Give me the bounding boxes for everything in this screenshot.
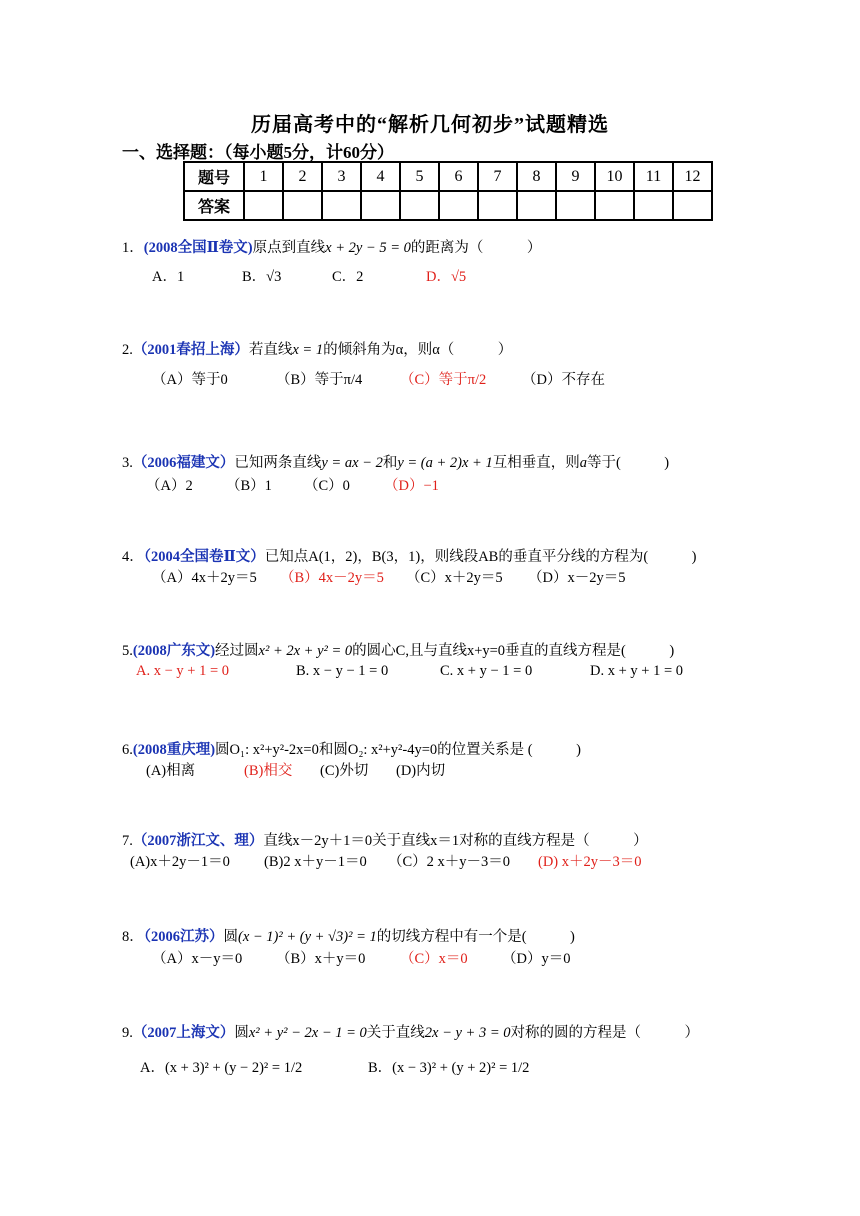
answer-cell[interactable] xyxy=(673,191,712,220)
answer-cell[interactable] xyxy=(322,191,361,220)
option-b[interactable]: (B)2 x＋y－1＝0 xyxy=(264,854,367,870)
question-text: 的距离为（ ） xyxy=(410,240,542,256)
answer-cell[interactable] xyxy=(595,191,634,220)
option-a[interactable]: （A）等于0 xyxy=(152,372,228,388)
option-c[interactable]: （C）2 x＋y－3＝0 xyxy=(388,854,511,870)
option-c[interactable]: C．2 xyxy=(332,269,364,285)
option-a[interactable]: A．1 xyxy=(152,269,185,285)
option-a[interactable]: （A）2 xyxy=(146,478,193,494)
answer-table-number: 8 xyxy=(517,162,556,191)
math-expression: y = ax − 2 xyxy=(321,455,383,471)
answer-cell[interactable] xyxy=(517,191,556,220)
question-text: 的圆心C,且与直线x+y=0垂直的直线方程是( ) xyxy=(352,643,675,659)
options-4 xyxy=(152,566,625,587)
question-source: （2001春招上海） xyxy=(132,342,249,358)
question-text: 已知点A(1，2)，B(3，1)，则线段AB的垂直平分线的方程为( ) xyxy=(264,549,697,565)
options-8 xyxy=(152,947,570,968)
question-text: 圆 xyxy=(223,929,238,945)
options-5 xyxy=(136,663,683,680)
question-source: （2006福建文） xyxy=(132,455,235,471)
answer-table-number: 7 xyxy=(478,162,517,191)
answer-cell[interactable] xyxy=(400,191,439,220)
question-7 xyxy=(122,829,648,850)
math-expression: x² + y² − 2x − 1 = 0 xyxy=(248,1025,367,1041)
question-number: 3. xyxy=(122,455,133,471)
question-5 xyxy=(122,639,674,660)
answer-table-row-label: 题号 xyxy=(184,162,244,191)
question-number: 2. xyxy=(122,342,133,358)
options-3 xyxy=(146,474,439,495)
question-source: （2007上海文） xyxy=(132,1025,235,1041)
question-number: 7. xyxy=(122,833,133,849)
answer-table-answer-row xyxy=(184,191,712,220)
option-d[interactable]: （D）不存在 xyxy=(522,372,605,388)
answer-table-number: 4 xyxy=(361,162,400,191)
question-source: （2004全国卷Ⅱ文） xyxy=(143,549,265,565)
question-text: 已知两条直线 xyxy=(234,455,322,471)
answer-table-number: 6 xyxy=(439,162,478,191)
option-b[interactable]: （B）x＋y＝0 xyxy=(276,951,366,967)
question-text: 等于( ) xyxy=(586,455,670,471)
answer-cell[interactable] xyxy=(439,191,478,220)
section-heading: 一、选择题：（每小题5分，计60分） xyxy=(122,143,394,162)
option-b[interactable]: B．√3 xyxy=(242,269,282,285)
question-8 xyxy=(122,925,575,946)
option-d[interactable]: D．√5 xyxy=(426,269,467,285)
answer-cell[interactable] xyxy=(361,191,400,220)
answer-cell[interactable] xyxy=(478,191,517,220)
option-a[interactable]: （A）x－y＝0 xyxy=(152,951,243,967)
math-expression: a xyxy=(579,455,587,471)
question-1 xyxy=(122,236,541,257)
answer-table-number: 5 xyxy=(400,162,439,191)
question-source: (2008广东文) xyxy=(132,643,216,659)
option-d[interactable]: （D）x－2y＝5 xyxy=(528,570,626,586)
option-a[interactable]: A. x − y + 1 = 0 xyxy=(136,663,230,679)
math-expression: x + 2y − 5 = 0 xyxy=(325,240,411,256)
option-b[interactable]: B. x − y − 1 = 0 xyxy=(296,663,389,679)
option-a[interactable]: (A)x＋2y－1＝0 xyxy=(130,854,230,870)
answer-table-row-label: 答案 xyxy=(184,191,244,220)
option-a[interactable]: A．(x + 3)² + (y − 2)² = 1/2 xyxy=(140,1060,303,1076)
option-d[interactable]: （D）y＝0 xyxy=(502,951,571,967)
question-text: 圆 xyxy=(234,1025,249,1041)
math-expression: 2x − y + 3 = 0 xyxy=(424,1025,511,1041)
answer-table-number: 12 xyxy=(673,162,712,191)
answer-cell[interactable] xyxy=(283,191,322,220)
math-expression: x² + 2x + y² = 0 xyxy=(258,643,353,659)
answer-table-number: 2 xyxy=(283,162,322,191)
question-text: 经过圆 xyxy=(215,643,259,659)
page-title: 历届高考中的“解析几何初步”试题精选 xyxy=(251,114,609,136)
answer-table-number: 11 xyxy=(634,162,673,191)
question-number: 1． xyxy=(122,240,144,256)
question-number: 9. xyxy=(122,1025,133,1041)
question-text: 的倾斜角为α，则α（ ） xyxy=(323,342,513,358)
options-1 xyxy=(152,265,466,286)
answer-table-number: 1 xyxy=(244,162,283,191)
option-c[interactable]: C. x + y − 1 = 0 xyxy=(440,663,533,679)
options-6 xyxy=(146,759,445,780)
question-number: 8． xyxy=(122,929,144,945)
question-text: 关于直线 xyxy=(366,1025,425,1041)
math-expression: (x − 1)² + (y + √3)² = 1 xyxy=(238,929,377,945)
question-text: 直线x－2y＋1＝0关于直线x＝1对称的直线方程是（ ） xyxy=(263,833,648,849)
option-c[interactable]: （C）等于π/2 xyxy=(400,372,487,388)
question-source: (2008重庆理) xyxy=(132,742,216,758)
answer-cell[interactable] xyxy=(244,191,283,220)
question-text: 互相垂直，则 xyxy=(492,455,580,471)
question-source: （2006江苏） xyxy=(143,929,224,945)
answer-table-number: 9 xyxy=(556,162,595,191)
option-d[interactable]: (D)内切 xyxy=(396,763,446,779)
option-d[interactable]: （D）−1 xyxy=(384,478,439,494)
question-text: 若直线 xyxy=(248,342,293,358)
answer-table xyxy=(183,161,713,221)
option-b[interactable]: B．(x − 3)² + (y + 2)² = 1/2 xyxy=(368,1060,530,1076)
question-source: (2008全国Ⅱ卷文) xyxy=(143,240,253,256)
option-a[interactable]: （A）4x＋2y＝5 xyxy=(152,570,257,586)
question-text: 对称的圆的方程是（ ） xyxy=(510,1025,699,1041)
question-text: 圆O₁: x²+y²-2x=0和圆O₂: x²+y²-4y=0的位置关系是 ( ) xyxy=(215,742,581,758)
math-expression: x = 1 xyxy=(292,342,324,358)
options-9 xyxy=(140,1056,529,1077)
options-7 xyxy=(130,850,642,871)
question-number: 5. xyxy=(122,643,133,659)
option-d[interactable]: (D) x＋2y－3＝0 xyxy=(538,854,642,870)
answer-cell[interactable] xyxy=(556,191,595,220)
option-a[interactable]: (A)相离 xyxy=(146,763,196,779)
option-c[interactable]: (C)外切 xyxy=(320,763,369,779)
question-text: 原点到直线 xyxy=(252,240,326,256)
option-c[interactable]: （C）x＋2y＝5 xyxy=(406,570,503,586)
question-text: 的切线方程中有一个是( ) xyxy=(376,929,575,945)
question-4 xyxy=(122,545,697,566)
option-b[interactable]: （B）4x－2y＝5 xyxy=(280,570,384,586)
option-d[interactable]: D. x + y + 1 = 0 xyxy=(590,663,684,679)
answer-table-number: 10 xyxy=(595,162,634,191)
question-2 xyxy=(122,338,512,359)
option-b[interactable]: (B)相交 xyxy=(244,763,293,779)
question-text: 和 xyxy=(382,455,398,471)
question-source: （2007浙江文、理） xyxy=(132,833,264,849)
option-c[interactable]: （C）0 xyxy=(304,478,350,494)
options-2 xyxy=(152,368,605,389)
answer-table-number-row xyxy=(184,162,712,191)
math-expression: y = (a + 2)x + 1 xyxy=(397,455,493,471)
answer-table-number: 3 xyxy=(322,162,361,191)
question-9 xyxy=(122,1021,699,1042)
option-c[interactable]: （C）x＝0 xyxy=(400,951,468,967)
question-3 xyxy=(122,451,669,472)
answer-cell[interactable] xyxy=(634,191,673,220)
option-b[interactable]: （B）等于π/4 xyxy=(276,372,363,388)
question-number: 6. xyxy=(122,742,133,758)
option-b[interactable]: （B）1 xyxy=(226,478,272,494)
question-6 xyxy=(122,738,581,759)
question-number: 4． xyxy=(122,549,144,565)
